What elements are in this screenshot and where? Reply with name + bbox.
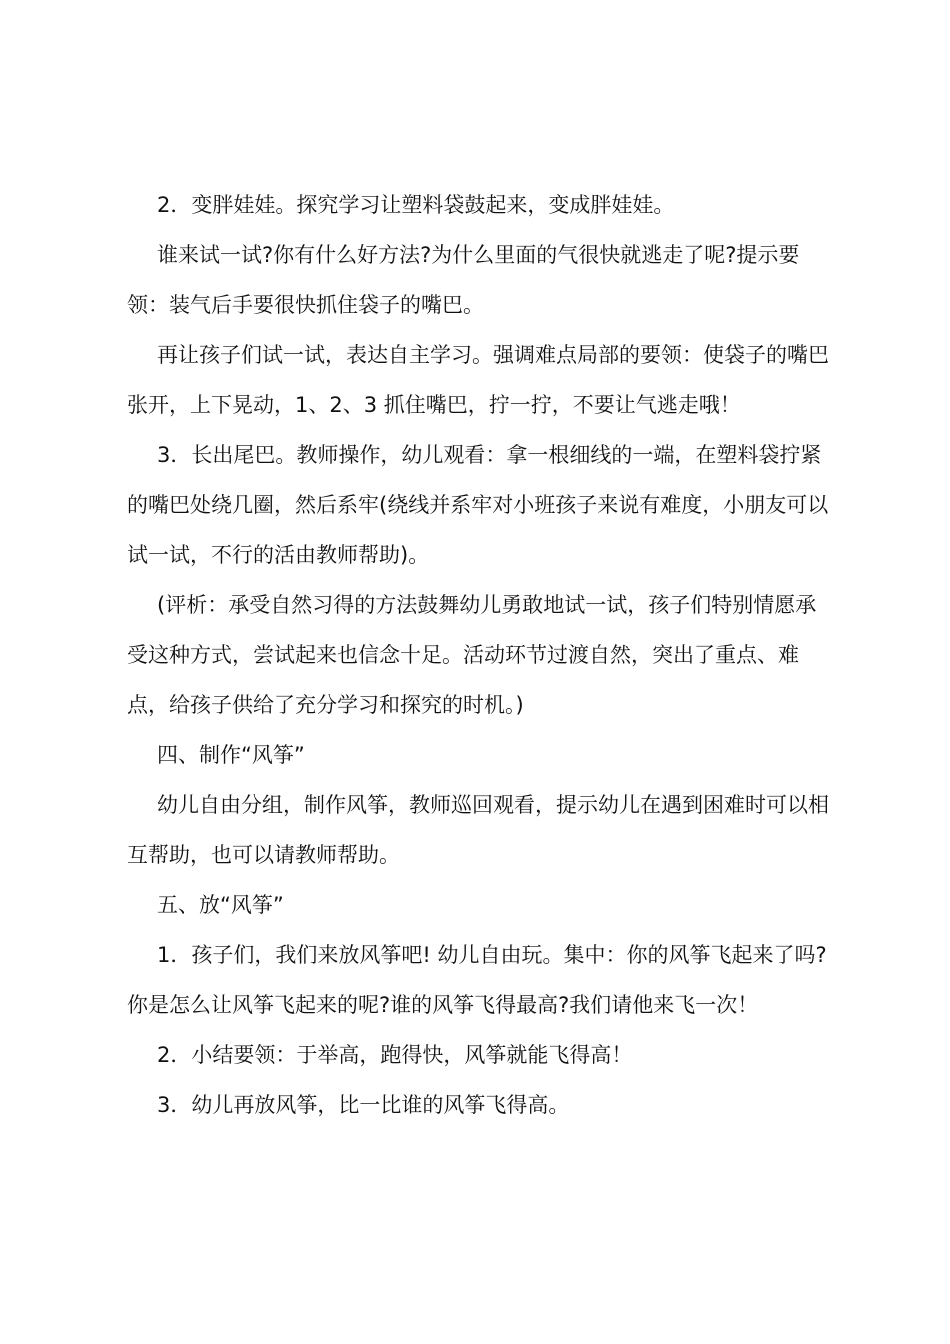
- paragraph-fly-step1: 1．孩子们，我们来放风筝吧! 幼儿自由玩。集中：你的风筝飞起来了吗?你是怎么让风筝飞起来的呢?谁的风筝飞得最高?我们请他来飞一次！: [127, 943, 827, 1017]
- paragraph-step3-tail: 3．长出尾巴。教师操作，幼儿观看：拿一根细线的一端，在塑料袋拧紧的嘴巴处绕几圈，然后系牢(绕线并系牢对小班孩子来说有难度，小朋友可以试一试，不行的活由教师帮助)。: [127, 443, 829, 567]
- paragraph-question-tip: 谁来试一试?你有什么好方法?为什么里面的气很快就逃走了呢?提示要领：装气后手要很快抓住袋子的嘴巴。: [127, 243, 800, 317]
- paragraph-fly-step3: 3．幼儿再放风筝，比一比谁的风筝飞得高。: [157, 1093, 570, 1117]
- document-body: [127, 180, 835, 1130]
- paragraph-make-kite: 幼儿自由分组，制作风筝，教师巡回观看，提示幼儿在遇到困难时可以相互帮助，也可以请教师帮助。: [127, 793, 829, 867]
- paragraph-practice: 再让孩子们试一试，表达自主学习。强调难点局部的要领：使袋子的嘴巴张开，上下晃动，1、2、3 抓住嘴巴，拧一拧，不要让气逃走哦！: [127, 343, 829, 417]
- paragraph-step2-title: 2．变胖娃娃。探究学习让塑料袋鼓起来，变成胖娃娃。: [157, 193, 675, 217]
- section-heading-fly-kite: 五、放“风筝”: [157, 893, 284, 917]
- paragraph-commentary: (评析：承受自然习得的方法鼓舞幼儿勇敢地试一试，孩子们特别情愿承受这种方式，尝试起来也信念十足。活动环节过渡自然，突出了重点、难点，给孩子供给了充分学习和探究的时机。): [127, 593, 817, 717]
- section-heading-make-kite: 四、制作“风筝”: [157, 743, 305, 767]
- paragraph-fly-step2: 2．小结要领：于举高，跑得快，风筝就能飞得高！: [157, 1043, 633, 1067]
